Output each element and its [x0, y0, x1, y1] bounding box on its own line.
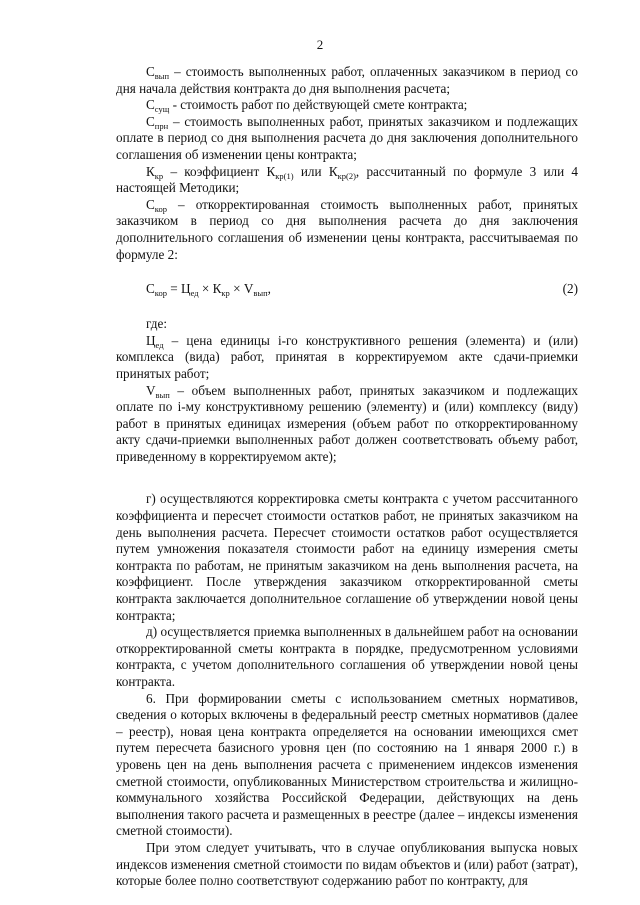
paragraph-last: При этом следует учитывать, что в случае опубликования выпуска новых индексов изменения сметной стоимости по видам объектов и (или) работ (затрат), которые более полно соответствуют содержанию работ по контракту, для	[116, 839, 578, 889]
formula-number: (2)	[562, 281, 578, 297]
where-v-vyp: $V_{вып}$ – объем выполненных работ, принятых заказчиком и подлежащих оплате по i-му конструктивному решению (элементу) и (или) комплексу (виду) работ в принятых единицах измерения (объем работ по откорректированному акту сдачи-приемки выполненных работ должен соответствовать объему работ, приведенному в корректируемом акте);	[116, 382, 578, 464]
definition-c-vyp: $С_{вып}$ – стоимость выполненных работ, оплаченных заказчиком в период со дня начала действия контракта до дня выполнения расчета;	[116, 64, 578, 96]
paragraph-6: 6. При формировании сметы с использованием сметных нормативов, сведения о которых включены в федеральный реестр сметных нормативов (далее – реестр), новая цена контракта определяется на основании имеющихся смет путем пересчета базисного уровня цен (по состоянию на 1 января 2000 г.) в уровень цен на день выполнения расчета с применением индексов изменения сметной стоимости, опубликованных Министерством строительства и жилищно-коммунального хозяйства Российской Федерации, действующих на день выполнения такого расчета и размещенных в реестре (далее – индексы изменения сметной стоимости).	[116, 690, 578, 839]
page-number: 2	[316, 37, 324, 52]
definitions-block	[116, 64, 578, 890]
where-ts-ed: $Ц_{ед}$ – цена единицы i-го конструктивного решения (элемента) и (или) комплекса (вида) работ, принятая в корректируемом акте сдачи-приемки принятых работ;	[116, 332, 578, 381]
definition-c-prn: $С_{прн}$ – стоимость выполненных работ, принятых заказчиком и подлежащих оплате в период со дня выполнения расчета до дня заключения дополнительного соглашения об изменении цены контракта;	[116, 113, 578, 162]
formula-2	[116, 281, 578, 298]
paragraph-g: г) осуществляются корректировка сметы контракта с учетом рассчитанного коэффициента и пересчет стоимости остатков работ, не принятых заказчиком на день выполнения расчета. Пересчет стоимости остатков работ осуществляется путем умножения показателя стоимости работ на единицу измерения сметы контракта по работам, не принятым заказчиком на день выполнения расчета, на коэффициент. После утверждения заказчиком откорректированной сметы контракта заключается дополнительное соглашение об утверждении новой цены контракта;	[116, 491, 578, 623]
definition-k-kr: $К_{кр}$ – коэффициент $К_{кр(1)}$ или $К_{кр(2)}$, рассчитанный по формуле 3 или 4 настоящей Методики;	[116, 163, 579, 196]
definition-c-sush: $С_{сущ}$ - стоимость работ по действующей смете контракта;	[146, 97, 468, 115]
paragraph-d: д) осуществляется приемка выполненных в дальнейшем работ на основании откорректированной сметы контракта в порядке, предусмотренном условиями контракта, с учетом дополнительного соглашения об утверждении новой цены контракта.	[116, 624, 578, 689]
where-label: где:	[146, 316, 167, 332]
formula-expression: $С_{кор} = Ц_{ед} \times К_{кр} \times V_{вып}$,	[146, 281, 271, 299]
definition-c-kor: $С_{кор}$ – откорректированная стоимость выполненных работ, принятых заказчиком в период со дня выполнения расчета до дня заключения дополнительного соглашения об изменении цены контракта, рассчитываемая по формуле 2:	[116, 196, 578, 262]
